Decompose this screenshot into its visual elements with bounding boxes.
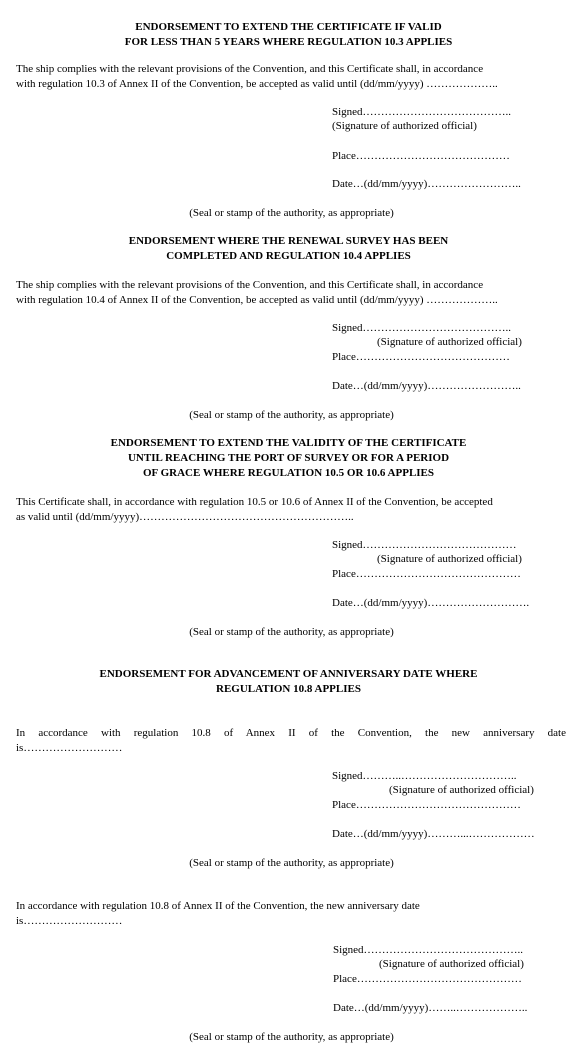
body-line: with regulation 10.4 of Annex II of the Convention, be accepted as valid until (dd/mm/yyyy) ……………….. [16,293,498,306]
place-field: Place……………………………………… [332,799,521,811]
place-field: Place……………………………………… [333,973,522,985]
section-1-heading [0,20,577,50]
heading-line: ENDORSEMENT TO EXTEND THE VALIDITY OF THE CERTIFICATE [110,437,467,449]
signature-caption: (Signature of authorized official) [379,958,524,970]
heading-line: FOR LESS THAN 5 YEARS WHERE REGULATION 10.3 APPLIES [124,36,453,48]
body-line: is……………………… [16,741,123,754]
body-line: In accordance with regulation 10.8 of Annex II of the Convention, the new anniversary date [16,900,420,912]
body-line: with regulation 10.3 of Annex II of the Convention, be accepted as valid until (dd/mm/yyyy) ……………….. [16,77,498,90]
section-2-heading [0,234,577,264]
date-field: Date…(dd/mm/yyyy)………...……………… [332,828,535,840]
body-line: as valid until (dd/mm/yyyy)………………………………………………….. [16,510,354,523]
section-2-body [16,278,566,307]
section-4-heading [0,667,577,697]
seal-note: (Seal or stamp of the authority, as appropriate) [189,857,394,869]
signature-caption: (Signature of authorized official) [377,336,522,348]
date-field: Date…(dd/mm/yyyy)…………………….. [332,178,521,190]
place-field: Place……………………………………… [332,568,521,580]
signature-caption: (Signature of authorized official) [377,553,522,565]
body-line: The ship complies with the relevant provisions of the Convention, and this Certificate shall, in accordance [16,63,484,75]
date-field: Date…(dd/mm/yyyy)…………………….. [332,380,521,392]
signed-field: Signed…………………………………….. [333,944,524,956]
body-line: is……………………… [16,914,123,927]
section-1-body [16,62,566,91]
heading-line: ENDORSEMENT WHERE THE RENEWAL SURVEY HAS BEEN [128,235,449,247]
body-line: The ship complies with the relevant provisions of the Convention, and this Certificate shall, in accordance [16,279,484,291]
date-field: Date…(dd/mm/yyyy)……..……………….. [333,1002,528,1014]
section-4-body [16,726,566,755]
signed-field: Signed………………………………….. [332,106,512,118]
signed-field: Signed………………………………….. [332,322,512,334]
signature-caption: (Signature of authorized official) [389,784,534,796]
section-5-body [16,899,566,928]
body-line: In accordance with regulation 10.8 of Annex II of the Convention, the new anniversary date [16,727,566,739]
heading-line: UNTIL REACHING THE PORT OF SURVEY OR FOR A PERIOD [127,452,450,464]
heading-line: COMPLETED AND REGULATION 10.4 APPLIES [166,250,411,262]
heading-line: OF GRACE WHERE REGULATION 10.5 OR 10.6 APPLIES [142,467,435,479]
place-field: Place…………………………………… [332,150,510,162]
heading-line: REGULATION 10.8 APPLIES [216,683,361,695]
signed-field: Signed………..………………………….. [332,770,517,782]
seal-note: (Seal or stamp of the authority, as appropriate) [189,409,394,421]
date-field: Date…(dd/mm/yyyy)………………………. [332,597,530,609]
signature-caption: (Signature of authorized official) [332,120,477,132]
seal-note: (Seal or stamp of the authority, as appropriate) [189,626,394,638]
heading-line: ENDORSEMENT TO EXTEND THE CERTIFICATE IF VALID [135,21,442,33]
place-field: Place…………………………………… [332,351,510,363]
seal-note: (Seal or stamp of the authority, as appropriate) [189,1031,394,1043]
seal-note: (Seal or stamp of the authority, as appropriate) [189,207,394,219]
signed-field: Signed…………………………………… [332,539,517,551]
body-line: This Certificate shall, in accordance with regulation 10.5 or 10.6 of Annex II of the Convention, be accepted [16,496,493,508]
section-3-body [16,495,566,524]
heading-line: ENDORSEMENT FOR ADVANCEMENT OF ANNIVERSARY DATE WHERE [99,668,478,680]
section-3-heading [0,436,577,481]
